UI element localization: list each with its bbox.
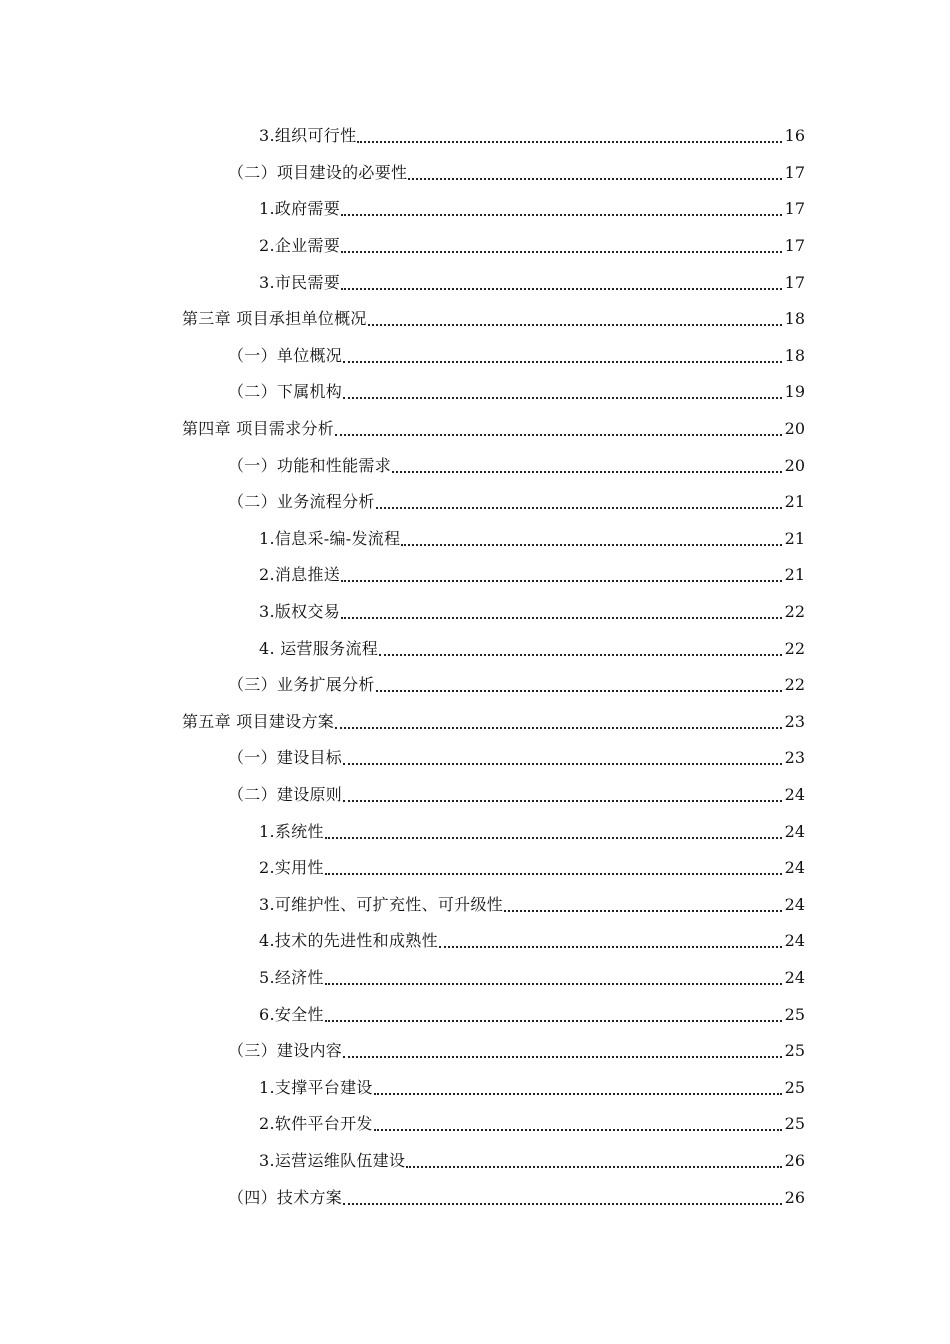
toc-entry[interactable] — [0, 813, 950, 850]
toc-entry[interactable] — [0, 338, 950, 375]
dot-leader — [392, 456, 782, 476]
toc-page-number: 24 — [784, 784, 805, 804]
toc-entry[interactable] — [0, 996, 950, 1033]
toc-page-number: 17 — [784, 199, 805, 219]
dot-leader — [341, 236, 782, 256]
toc-entry-title: 2.实用性 — [259, 858, 324, 878]
toc-entry-title: （二）业务流程分析 — [228, 492, 375, 512]
dot-leader — [341, 565, 782, 585]
toc-entry[interactable] — [0, 557, 950, 594]
toc-page-number: 23 — [784, 748, 805, 768]
toc-page-number: 24 — [784, 858, 805, 878]
toc-page-number: 16 — [784, 126, 805, 146]
dot-leader — [341, 273, 782, 293]
toc-entry[interactable] — [0, 740, 950, 777]
toc-entry-title: 第四章 项目需求分析 — [182, 419, 335, 439]
dot-leader — [343, 748, 782, 768]
toc-page-number: 17 — [784, 162, 805, 182]
dot-leader — [341, 602, 782, 622]
toc-entry[interactable] — [0, 850, 950, 887]
toc-page-number: 23 — [784, 711, 805, 731]
toc-page-number: 20 — [784, 455, 805, 475]
toc-entry-title: 5.经济性 — [259, 967, 324, 987]
toc-entry-title: 2.软件平台开发 — [259, 1114, 373, 1134]
toc-entry-title: （二）建设原则 — [228, 784, 343, 804]
toc-chapter-entry[interactable] — [0, 704, 950, 741]
toc-entry-title: 2.企业需要 — [259, 236, 341, 256]
toc-entry[interactable] — [0, 1069, 950, 1106]
toc-entry-title: （二）下属机构 — [228, 382, 343, 402]
toc-entry-title: 1.支撑平台建设 — [259, 1077, 373, 1097]
toc-page-number: 26 — [784, 1187, 805, 1207]
toc-entry[interactable] — [0, 155, 950, 192]
toc-entry[interactable] — [0, 960, 950, 997]
toc-entry[interactable] — [0, 484, 950, 521]
dot-leader — [406, 1151, 782, 1171]
dot-leader — [325, 822, 782, 842]
toc-chapter-entry[interactable] — [0, 411, 950, 448]
toc-entry-title: （二）项目建设的必要性 — [228, 162, 408, 182]
dot-leader — [401, 529, 782, 549]
toc-page-number: 25 — [784, 1041, 805, 1061]
toc-page-number: 18 — [784, 345, 805, 365]
toc-page-number: 24 — [784, 967, 805, 987]
toc-page-number: 17 — [784, 272, 805, 292]
toc-entry[interactable] — [0, 630, 950, 667]
toc-entry[interactable] — [0, 1106, 950, 1143]
toc-entry-title: 1.系统性 — [259, 821, 324, 841]
toc-entry[interactable] — [0, 923, 950, 960]
toc-page-number: 21 — [784, 528, 805, 548]
toc-page-number: 22 — [784, 638, 805, 658]
toc-page-number: 17 — [784, 236, 805, 256]
toc-page-number: 24 — [784, 821, 805, 841]
toc-entry-title: （三）建设内容 — [228, 1041, 343, 1061]
toc-entry-title: 2.消息推送 — [259, 565, 341, 585]
toc-entry[interactable] — [0, 447, 950, 484]
dot-leader — [335, 712, 782, 732]
toc-entry[interactable] — [0, 886, 950, 923]
toc-entry-title: 1.信息采-编-发流程 — [259, 528, 401, 548]
toc-entry-title: 3.可维护性、可扩充性、可升级性 — [259, 894, 504, 914]
toc-entry-title: 1.政府需要 — [259, 199, 341, 219]
dot-leader — [341, 199, 782, 219]
toc-page-number: 24 — [784, 894, 805, 914]
toc-entry[interactable] — [0, 191, 950, 228]
dot-leader — [408, 163, 782, 183]
toc-entry[interactable] — [0, 1033, 950, 1070]
toc-entry[interactable] — [0, 374, 950, 411]
toc-page-number: 22 — [784, 675, 805, 695]
toc-page-number: 19 — [784, 382, 805, 402]
toc-entry[interactable] — [0, 1179, 950, 1216]
toc-entry[interactable] — [0, 521, 950, 558]
toc-page-number: 21 — [784, 492, 805, 512]
dot-leader — [376, 492, 782, 512]
toc-entry-title: 3.市民需要 — [259, 272, 341, 292]
toc-page-number: 25 — [784, 1077, 805, 1097]
toc-page-number: 20 — [784, 419, 805, 439]
toc-entry-title: 4.技术的先进性和成熟性 — [259, 931, 438, 951]
dot-leader — [374, 1078, 782, 1098]
toc-entry-title: （一）单位概况 — [228, 345, 343, 365]
dot-leader — [335, 419, 782, 439]
toc-entry-title: 6.安全性 — [259, 1004, 324, 1024]
toc-page-number: 22 — [784, 602, 805, 622]
dot-leader — [325, 968, 782, 988]
toc-entry-title: 3.组织可行性 — [259, 126, 357, 146]
toc-entry-title: 3.运营运维队伍建设 — [259, 1150, 406, 1170]
dot-leader — [343, 1041, 782, 1061]
toc-page-number: 18 — [784, 309, 805, 329]
table-of-contents — [0, 118, 950, 1216]
toc-entry[interactable] — [0, 1143, 950, 1180]
toc-entry[interactable] — [0, 594, 950, 631]
dot-leader — [374, 1114, 782, 1134]
toc-entry-title: 3.版权交易 — [259, 602, 341, 622]
toc-entry[interactable] — [0, 264, 950, 301]
dot-leader — [343, 382, 782, 402]
toc-page-number: 21 — [784, 565, 805, 585]
toc-entry-title: （四）技术方案 — [228, 1187, 343, 1207]
toc-page-number: 25 — [784, 1004, 805, 1024]
dot-leader — [357, 126, 782, 146]
dot-leader — [504, 895, 782, 915]
toc-chapter-entry[interactable] — [0, 301, 950, 338]
toc-page-number: 26 — [784, 1150, 805, 1170]
dot-leader — [379, 639, 782, 659]
dot-leader — [343, 346, 782, 366]
toc-page-number: 25 — [784, 1114, 805, 1134]
dot-leader — [343, 1188, 782, 1208]
toc-entry-title: （三）业务扩展分析 — [228, 675, 375, 695]
toc-entry[interactable] — [0, 228, 950, 265]
toc-entry[interactable] — [0, 777, 950, 814]
dot-leader — [439, 931, 782, 951]
dot-leader — [343, 785, 782, 805]
dot-leader — [376, 675, 782, 695]
dot-leader — [325, 1005, 782, 1025]
toc-entry-title: （一）建设目标 — [228, 748, 343, 768]
toc-entry-title: （一）功能和性能需求 — [228, 455, 392, 475]
dot-leader — [368, 309, 782, 329]
toc-entry-title: 第三章 项目承担单位概况 — [182, 309, 367, 329]
toc-page-number: 24 — [784, 931, 805, 951]
toc-entry[interactable] — [0, 118, 950, 155]
toc-entry[interactable] — [0, 667, 950, 704]
dot-leader — [325, 858, 782, 878]
toc-entry-title: 4. 运营服务流程 — [259, 638, 379, 658]
toc-entry-title: 第五章 项目建设方案 — [182, 711, 335, 731]
